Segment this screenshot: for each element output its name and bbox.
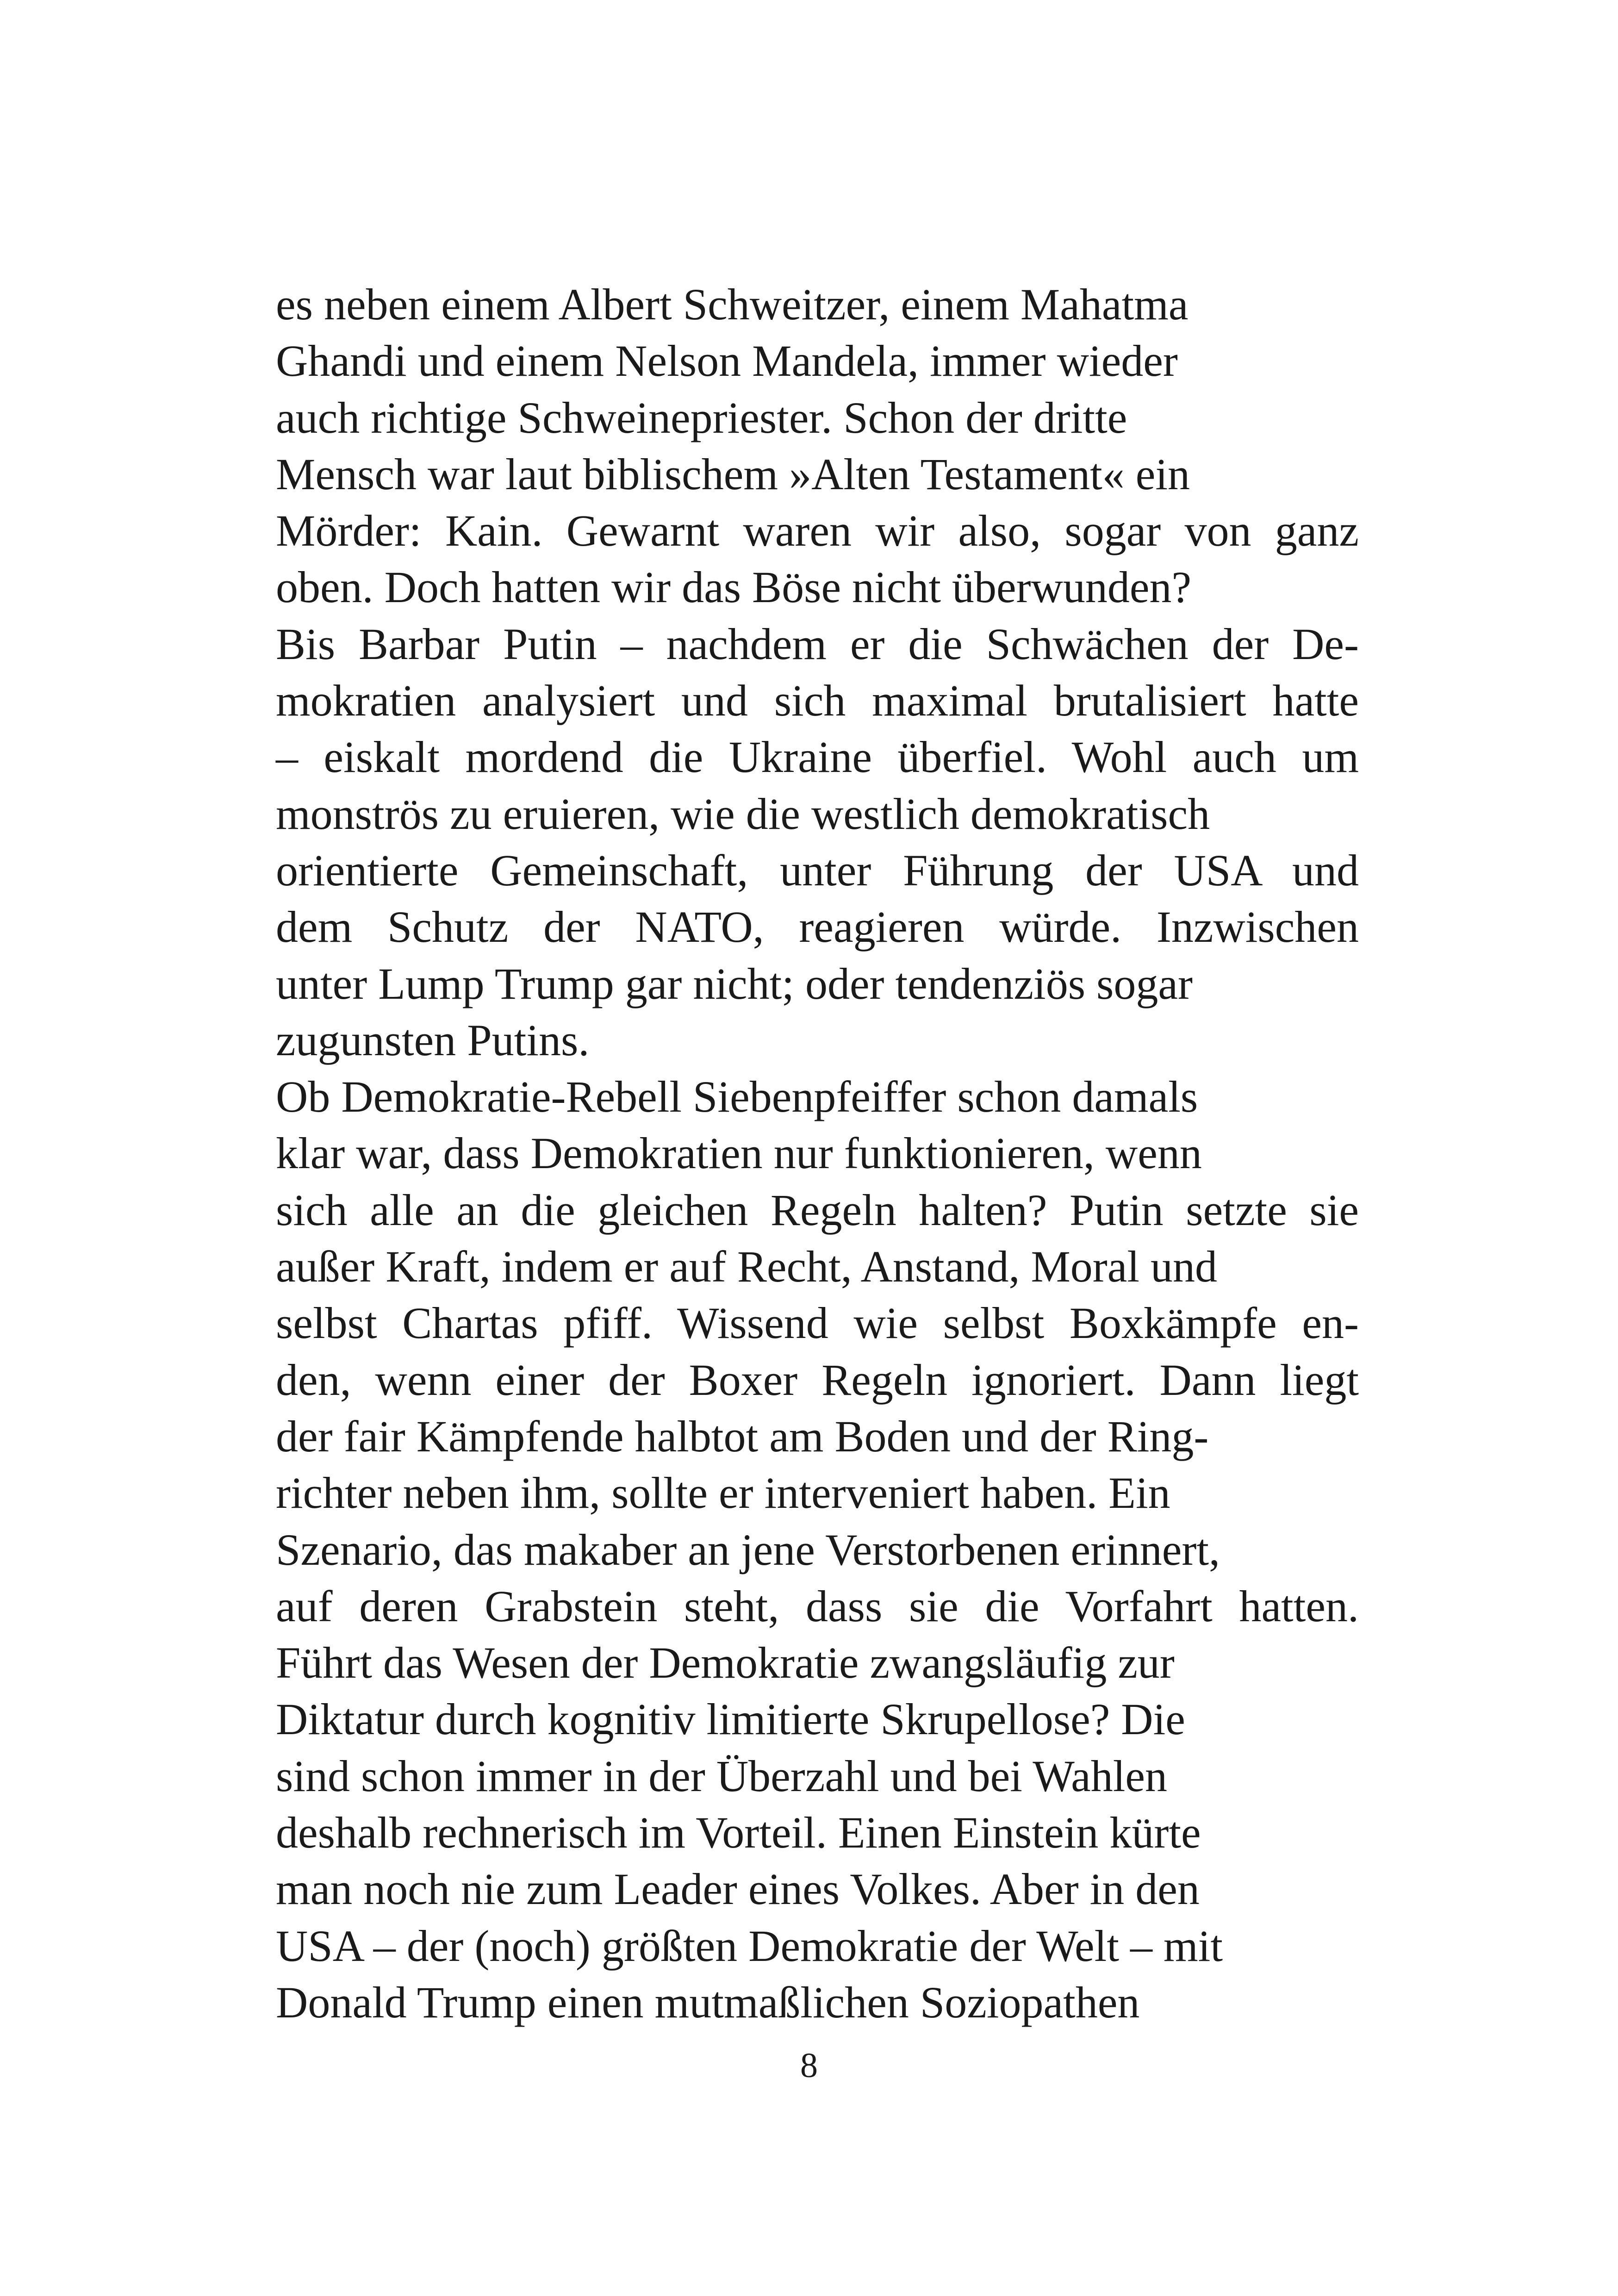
text-line: dem Schutz der NATO, reagieren würde. Inzwischen bbox=[276, 902, 1359, 952]
text-line: deshalb rechnerisch im Vorteil. Einen Einstein kürte bbox=[276, 1808, 1201, 1858]
text-line: selbst Chartas pfiff. Wissend wie selbst Boxkämpfe en- bbox=[276, 1298, 1359, 1348]
text-line: auf deren Grabstein steht, dass sie die Vorfahrt hatten. bbox=[276, 1581, 1359, 1631]
text-line: Szenario, das makaber an jene Verstorbenen erinnert, bbox=[276, 1524, 1220, 1574]
text-line: oben. Doch hatten wir das Böse nicht überwunden? bbox=[276, 562, 1192, 612]
text-line: man noch nie zum Leader eines Volkes. Aber in den bbox=[276, 1864, 1200, 1914]
text-line: Donald Trump einen mutmaßlichen Soziopathen bbox=[276, 1977, 1140, 2027]
text-line: Ob Demokratie-Rebell Siebenpfeiffer schon damals bbox=[276, 1072, 1198, 1122]
text-line: klar war, dass Demokratien nur funktionieren, wenn bbox=[276, 1128, 1202, 1178]
page-number: 8 bbox=[800, 2046, 818, 2085]
text-line: monströs zu eruieren, wie die westlich demokratisch bbox=[276, 789, 1210, 839]
text-line: der fair Kämpfende halbtot am Boden und der Ring- bbox=[276, 1411, 1209, 1461]
body-text bbox=[276, 276, 1359, 2031]
text-line: richter neben ihm, sollte er interveniert haben. Ein bbox=[276, 1468, 1170, 1518]
text-line: sich alle an die gleichen Regeln halten? Putin setzte sie bbox=[276, 1185, 1359, 1235]
text-line: es neben einem Albert Schweitzer, einem Mahatma bbox=[276, 280, 1189, 329]
text-line: außer Kraft, indem er auf Recht, Anstand, Moral und bbox=[276, 1242, 1218, 1292]
text-line: Mörder: Kain. Gewarnt waren wir also, sogar von ganz bbox=[276, 506, 1359, 556]
text-line: Führt das Wesen der Demokratie zwangsläufig zur bbox=[276, 1638, 1175, 1688]
text-line: Ghandi und einem Nelson Mandela, immer wieder bbox=[276, 336, 1178, 386]
text-line: – eiskalt mordend die Ukraine überfiel. Wohl auch um bbox=[276, 732, 1359, 782]
text-line: mokratien analysiert und sich maximal brutalisiert hatte bbox=[276, 676, 1359, 726]
text-line: orientierte Gemeinschaft, unter Führung der USA und bbox=[276, 845, 1359, 895]
text-line: auch richtige Schweinepriester. Schon der dritte bbox=[276, 392, 1127, 442]
text-line: Mensch war laut biblischem »Alten Testament« ein bbox=[276, 449, 1190, 499]
text-line: den, wenn einer der Boxer Regeln ignoriert. Dann liegt bbox=[276, 1355, 1359, 1405]
text-line: Bis Barbar Putin – nachdem er die Schwächen der De- bbox=[276, 619, 1359, 669]
text-line: sind schon immer in der Überzahl und bei Wahlen bbox=[276, 1751, 1167, 1801]
text-line: USA – der (noch) größten Demokratie der Welt – mit bbox=[276, 1921, 1223, 1971]
text-line: zugunsten Putins. bbox=[276, 1015, 590, 1065]
text-line: unter Lump Trump gar nicht; oder tendenziös sogar bbox=[276, 958, 1193, 1008]
text-line: Diktatur durch kognitiv limitierte Skrupellose? Die bbox=[276, 1694, 1185, 1744]
